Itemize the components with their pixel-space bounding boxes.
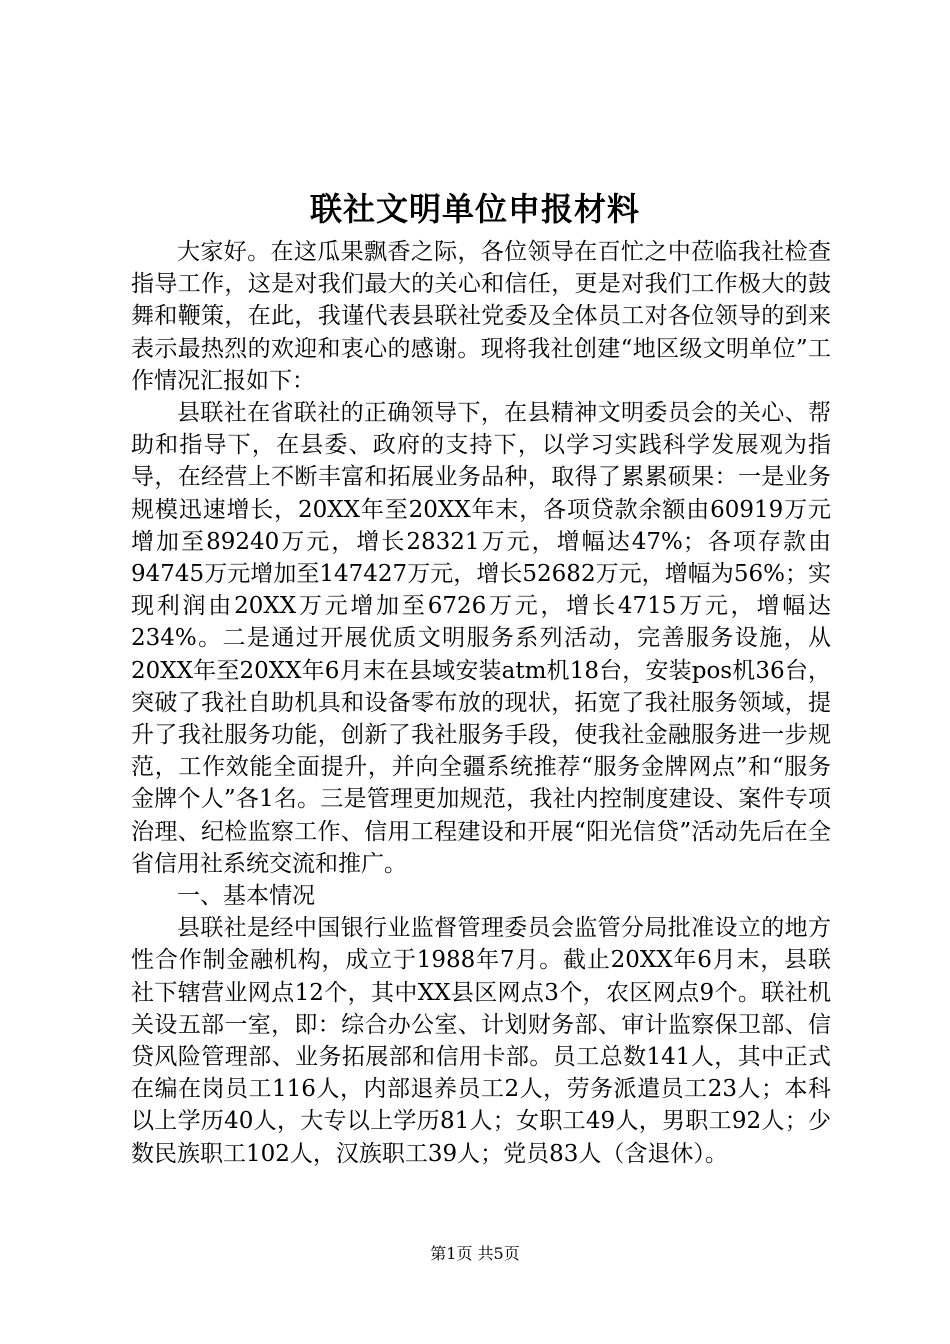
document-body: [131, 236, 831, 1170]
basic-info-paragraph: 县联社是经中国银行业监督管理委员会监管分局批准设立的地方性合作制金融机构，成立于1988年7月。截止20XX年6月末，县联社下辖营业网点12个，其中XX县区网点3个，农区网点9个。联社机关设五部一室，即：综合办公室、计划财务部、审计监察保卫部、信贷风险管理部、业务拓展部和信用卡部。员工总数141人，其中正式在编在岗员工116人，内部退养员工2人，劳务派遣员工23人；本科以上学历40人，大专以上学历81人；女职工49人，男职工92人；少数民族职工102人，汉族职工39人；党员83人（含退休）。: [131, 915, 831, 1167]
page-footer: 第1页 共5页: [430, 1244, 520, 1263]
intro-paragraph: 大家好。在这瓜果飘香之际，各位领导在百忙之中莅临我社检查指导工作，这是对我们最大的关心和信任，更是对我们工作极大的鼓舞和鞭策，在此，我谨代表县联社党委及全体员工对各位领导的到来表示最热烈的欢迎和衷心的感谢。现将我社创建“地区级文明单位”工作情况汇报如下：: [131, 239, 831, 394]
achievements-paragraph: 县联社在省联社的正确领导下，在县精神文明委员会的关心、帮助和指导下，在县委、政府的支持下，以学习实践科学发展观为指导，在经营上不断丰富和拓展业务品种，取得了累累硕果：一是业务规模迅速增长，20XX年至20XX年末，各项贷款余额由60919万元增加至89240万元，增长28321万元，增幅达47%；各项存款由94745万元增加至147427万元，增长52682万元，增幅为56%；实现利润由20XX万元增加至6726万元，增长4715万元，增幅达234%。二是通过开展优质文明服务系列活动，完善服务设施，从20XX年至20XX年6月末在县域安装atm机18台，安装pos机36台，突破了我社自助机具和设备零布放的现状，拓宽了我社服务领域，提升了我社服务功能，创新了我社服务手段，使我社金融服务进一步规范，工作效能全面提升，并向全疆系统推荐“服务金牌网点”和“服务金牌个人”各1名。三是管理更加规范，我社内控制度建设、案件专项治理、纪检监察工作、信用工程建设和开展“阳光信贷”活动先后在全省信用社系统交流和推广。: [131, 400, 831, 877]
page-title: 联社文明单位申报材料: [309, 190, 640, 228]
section-heading-basic-info: 一、基本情况: [177, 883, 315, 910]
